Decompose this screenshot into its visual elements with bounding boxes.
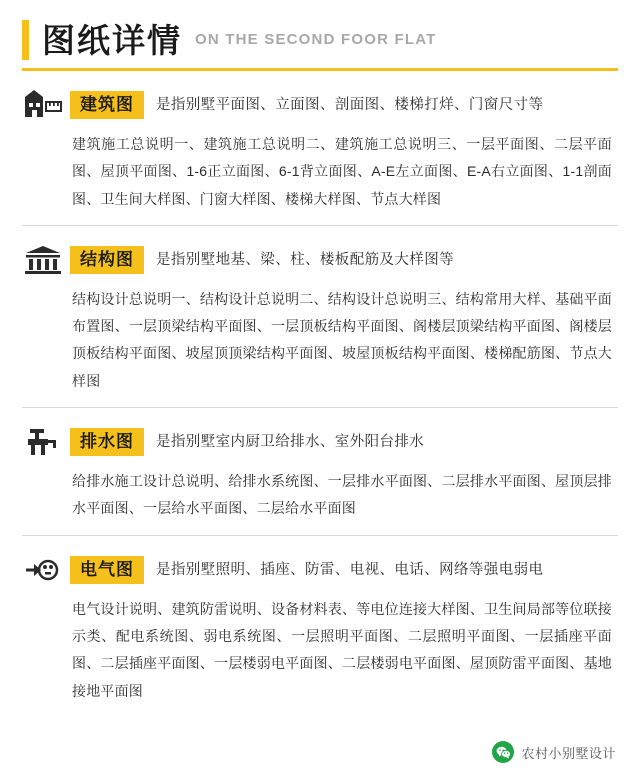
building-icon: [22, 88, 64, 122]
footer-account-name: 农村小别墅设计: [521, 745, 616, 761]
section-header: [22, 422, 618, 462]
section-tag: 排水图: [70, 428, 144, 456]
footer-account[interactable]: [492, 741, 616, 763]
header-accent-bar: [22, 20, 29, 60]
section-electrical: [22, 550, 618, 705]
section-header: [22, 550, 618, 590]
page-title: 图纸详情: [42, 21, 182, 59]
section-divider: [22, 225, 618, 226]
section-divider: [22, 407, 618, 408]
document-page: [0, 14, 640, 779]
section-body: 建筑施工总说明一、建筑施工总说明二、建筑施工总说明三、一层平面图、二层平面图、屋顶平面图、1-6正立面图、6-1背立面图、A-E左立面图、E-A右立面图、1-1剖面图、卫生间大样图、门窗大样图、楼梯大样图、节点大样图: [72, 136, 612, 207]
section-description: 是指别墅平面图、立面图、剖面图、楼梯打烊、门窗尺寸等: [156, 96, 544, 113]
section-description: 是指别墅室内厨卫给排水、室外阳台排水: [156, 433, 425, 450]
faucet-icon: [22, 425, 64, 459]
wechat-logo-icon: [492, 741, 514, 763]
section-description: 是指别墅照明、插座、防雷、电视、电话、网络等强电弱电: [156, 561, 544, 578]
section-tag: 建筑图: [70, 91, 144, 119]
section-divider: [22, 535, 618, 536]
section-body: 给排水施工设计总说明、给排水系统图、一层排水平面图、二层排水平面图、屋顶层排水平面图、一层给水平面图、二层给水平面图: [72, 473, 612, 517]
section-body: 电气设计说明、建筑防雷说明、设备材料表、等电位连接大样图、卫生间局部等位联接示类、配电系统图、弱电系统图、一层照明平面图、二层照明平面图、一层插座平面图、二层插座平面图、一层楼弱电平面图、二层楼弱电平面图、屋顶防雷平面图、基地接地平面图: [72, 600, 612, 699]
section-tag: 结构图: [70, 246, 144, 274]
electric-plug-icon: [22, 553, 64, 587]
section-tag: 电气图: [70, 556, 144, 584]
header-divider: [22, 68, 618, 71]
structure-columns-icon: [22, 243, 64, 277]
section-architecture: [22, 85, 618, 213]
section-structure: [22, 240, 618, 395]
page-subtitle: ON THE SECOND FOOR FLAT: [195, 30, 437, 48]
section-description: 是指别墅地基、梁、柱、楼板配筋及大样图等: [156, 251, 454, 268]
page-header: [22, 14, 618, 66]
section-header: [22, 240, 618, 280]
section-header: [22, 85, 618, 125]
section-plumbing: [22, 422, 618, 523]
section-body: 结构设计总说明一、结构设计总说明二、结构设计总说明三、结构常用大样、基础平面布置图、一层顶梁结构平面图、一层顶板结构平面图、阁楼层顶梁结构平面图、阁楼层顶板结构平面图、坡屋顶顶梁结构平面图、坡屋顶板结构平面图、楼梯配筋图、节点大样图: [72, 290, 612, 389]
